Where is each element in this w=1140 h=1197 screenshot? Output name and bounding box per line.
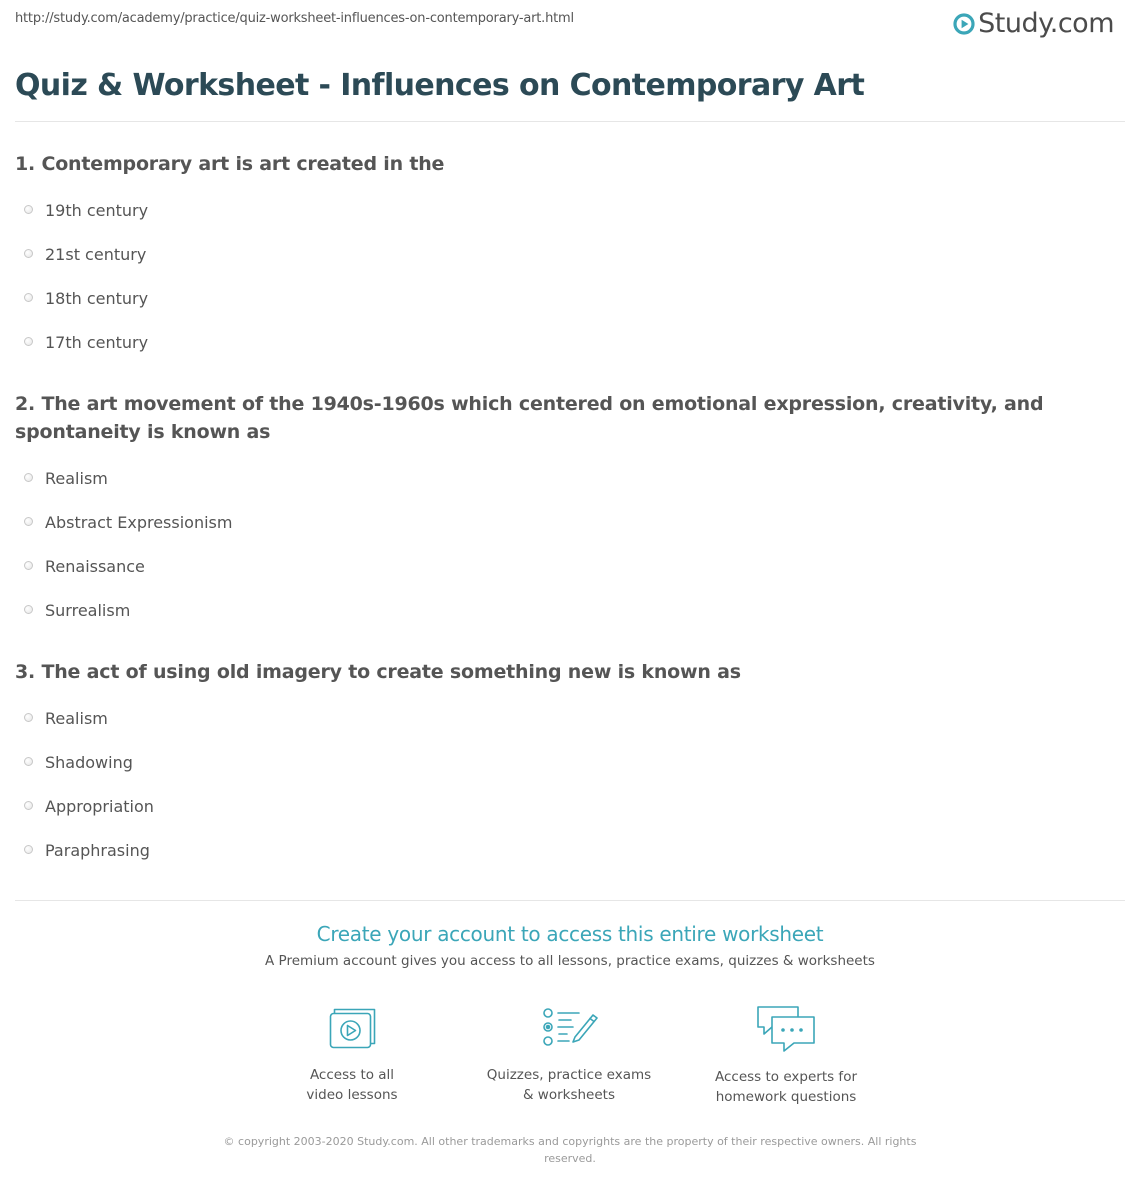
title-divider <box>15 121 1125 122</box>
feature-quizzes <box>469 1003 669 1105</box>
cta-divider <box>15 900 1125 901</box>
question-2 <box>15 390 1125 632</box>
question-text: 1. Contemporary art is art created in the <box>15 153 445 175</box>
radio-button[interactable] <box>24 561 33 570</box>
radio-button[interactable] <box>24 757 33 766</box>
radio-button[interactable] <box>24 801 33 810</box>
answer-option[interactable] <box>15 188 1125 232</box>
cta-title[interactable]: Create your account to access this entire worksheet <box>316 922 824 946</box>
radio-button[interactable] <box>24 517 33 526</box>
answer-label: Renaissance <box>45 556 145 576</box>
copyright-text: © copyright 2003-2020 Study.com. All other trademarks and copyrights are the property of their respective owners. All rights reserved. <box>223 1135 917 1165</box>
answer-label: Paraphrasing <box>45 840 150 860</box>
radio-button[interactable] <box>24 337 33 346</box>
radio-button[interactable] <box>24 205 33 214</box>
answer-option[interactable] <box>15 740 1125 784</box>
answer-label: 19th century <box>45 200 149 220</box>
answer-option[interactable] <box>15 456 1125 500</box>
question-list <box>15 150 1125 872</box>
answer-label: Surrealism <box>45 600 131 620</box>
answer-label: 18th century <box>45 288 149 308</box>
answer-label: 17th century <box>45 332 149 352</box>
answer-option[interactable] <box>15 500 1125 544</box>
study-logo[interactable] <box>953 8 1114 39</box>
question-text: 3. The act of using old imagery to create something new is known as <box>15 661 741 683</box>
radio-button[interactable] <box>24 473 33 482</box>
answer-option[interactable] <box>15 544 1125 588</box>
feature-experts <box>686 1003 886 1107</box>
feature-video-lessons <box>252 1003 452 1105</box>
answer-option[interactable] <box>15 320 1125 364</box>
copyright-notice <box>0 1133 1140 1167</box>
answer-options <box>15 696 1125 872</box>
radio-button[interactable] <box>24 713 33 722</box>
radio-button[interactable] <box>24 845 33 854</box>
logo-text: Study.com <box>978 8 1114 39</box>
answer-label: Appropriation <box>45 796 154 816</box>
answer-option[interactable] <box>15 232 1125 276</box>
cta-subtitle: A Premium account gives you access to all lessons, practice exams, quizzes & worksheets <box>265 953 875 969</box>
question-text: 2. The art movement of the 1940s-1960s which centered on emotional expression, creativity, and spontaneity is known as <box>15 393 1044 443</box>
radio-button[interactable] <box>24 249 33 258</box>
answer-option[interactable] <box>15 784 1125 828</box>
answer-label: 21st century <box>45 244 147 264</box>
page-url: http://study.com/academy/practice/quiz-worksheet-influences-on-contemporary-art.html <box>15 11 574 26</box>
radio-button[interactable] <box>24 605 33 614</box>
answer-option[interactable] <box>15 696 1125 740</box>
quiz-checklist-icon <box>539 1003 599 1053</box>
video-lessons-icon <box>324 1003 380 1053</box>
feature-label: Access to all video lessons <box>306 1067 398 1103</box>
feature-list <box>0 1003 1140 1113</box>
answer-options <box>15 188 1125 364</box>
answer-options <box>15 456 1125 632</box>
answer-label: Abstract Expressionism <box>45 512 233 532</box>
radio-button[interactable] <box>24 293 33 302</box>
question-3 <box>15 658 1125 872</box>
play-circle-icon <box>953 13 975 35</box>
answer-option[interactable] <box>15 276 1125 320</box>
answer-label: Shadowing <box>45 752 133 772</box>
answer-option[interactable] <box>15 588 1125 632</box>
answer-label: Realism <box>45 708 108 728</box>
chat-experts-icon <box>754 1003 818 1055</box>
answer-option[interactable] <box>15 828 1125 872</box>
question-1 <box>15 150 1125 364</box>
feature-label: Access to experts for homework questions <box>714 1069 857 1105</box>
answer-label: Realism <box>45 468 108 488</box>
feature-label: Quizzes, practice exams & worksheets <box>486 1067 652 1103</box>
page-title: Quiz & Worksheet - Influences on Contemporary Art <box>15 68 865 103</box>
